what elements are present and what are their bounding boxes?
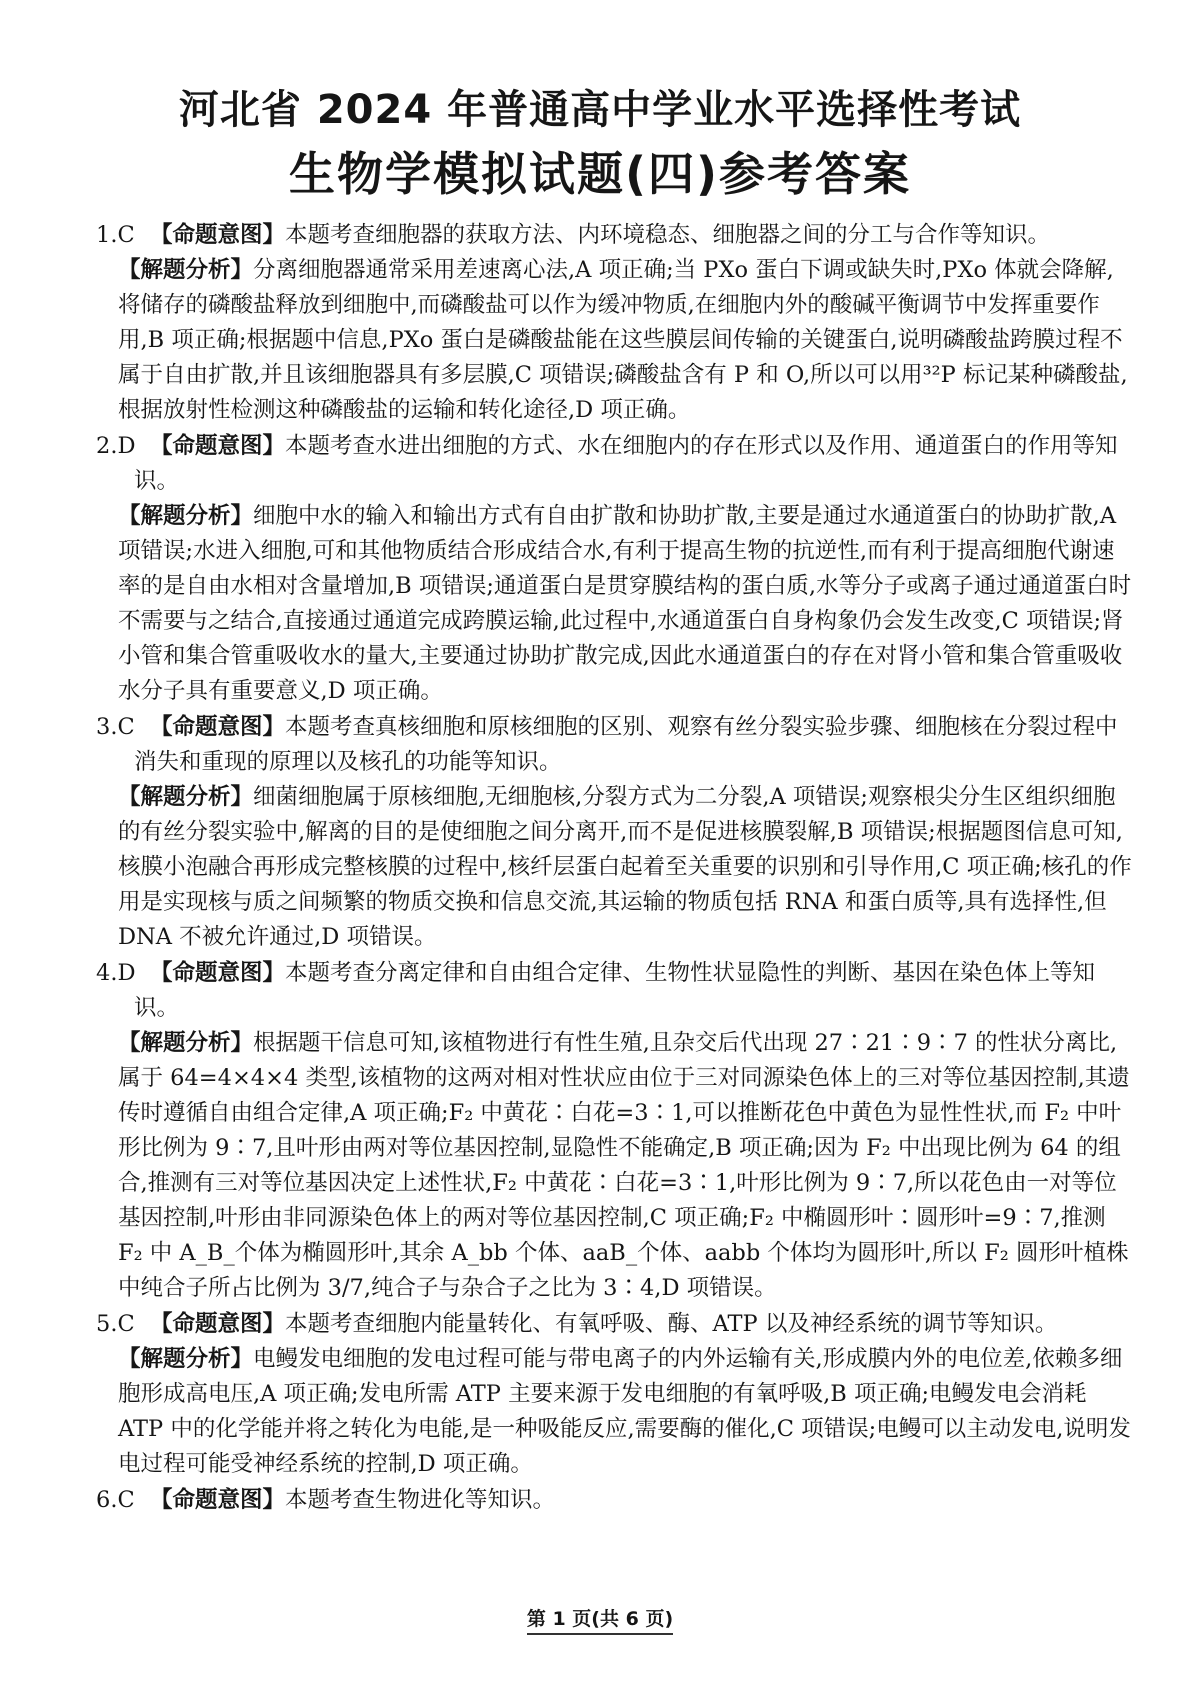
page-number: 第 1 页(共 6 页) [527,1608,673,1635]
analysis-text: 电鳗发电细胞的发电过程可能与带电离子的内外运输有关,形成膜内外的电位差,依赖多细胞形成高电压,A 项正确;发电所需 ATP 主要来源于发电细胞的有氧呼吸,B 项正确;电鳗发电会消耗 ATP 中的化学能并将之转化为电能,是一种吸能反应,需要酶的催化,C 项错误;电鳗可以主动发电,说明发电过程可能受神经系统的控制,D 项正确。 [118,1346,1131,1477]
analysis [118,253,1134,428]
intent-tag: 【命题意图】 [150,222,286,248]
page-title-line1: 河北省 2024 年普通高中学业水平选择性考试 [178,87,1022,133]
analysis [118,1026,1134,1306]
question-header [96,429,1134,499]
intent-text: 本题考查细胞内能量转化、有氧呼吸、酶、ATP 以及神经系统的调节等知识。 [285,1311,1058,1337]
analysis-tag: 【解题分析】 [118,1346,254,1372]
question-header [96,710,1134,780]
page-footer [0,1604,1200,1631]
analysis-tag: 【解题分析】 [118,784,254,810]
analysis [118,780,1134,955]
intent-tag: 【命题意图】 [150,433,286,459]
question-number: 1.C [96,222,135,248]
question-number: 6.C [96,1487,135,1513]
question-header [96,1307,1134,1342]
question-number: 2.D [96,433,136,459]
analysis [118,499,1134,709]
question-header [96,956,1134,1026]
analysis-text: 根据题干信息可知,该植物进行有性生殖,且杂交后代出现 27∶21∶9∶7 的性状分离比,属于 64=4×4×4 类型,该植物的这两对相对性状应由位于三对同源染色体上的三对等位基因控制,其遗传时遵循自由组合定律,A 项正确;F₂ 中黄花∶白花=3∶1,可以推断花色中黄色为显性性状,而 F₂ 中叶形比例为 9∶7,且叶形由两对等位基因控制,显隐性不能确定,B 项正确;因为 F₂ 中出现比例为 64 的组合,推测有三对等位基因决定上述性状,F₂ 中黄花∶白花=3∶1,叶形比例为 9∶7,所以花色由一对等位基因控制,叶形由非同源染色体上的两对等位基因控制,C 项正确;F₂ 中椭圆形叶∶圆形叶=9∶7,推测 F₂ 中 A_B_个体为椭圆形叶,其余 A_bb 个体、aaB_个体、aabb 个体均为圆形叶,所以 F₂ 圆形叶植株中纯合子所占比例为 3/7,纯合子与杂合子之比为 3∶4,D 项错误。 [118,1030,1130,1301]
question-4 [96,956,1134,1306]
question-number: 3.C [96,714,135,740]
question-1 [96,218,1134,428]
intent-text: 本题考查分离定律和自由组合定律、生物性状显隐性的判断、基因在染色体上等知识。 [134,960,1096,1021]
intent-text: 本题考查细胞器的获取方法、内环境稳态、细胞器之间的分工与合作等知识。 [285,222,1051,248]
analysis-text: 细胞中水的输入和输出方式有自由扩散和协助扩散,主要是通过水通道蛋白的协助扩散,A 项错误;水进入细胞,可和其他物质结合形成结合水,有利于提高生物的抗逆性,而有利于提高细胞代谢速率的是自由水相对含量增加,B 项错误;通道蛋白是贯穿膜结构的蛋白质,水等分子或离子通过通道蛋白时不需要与之结合,直接通过通道完成跨膜运输,此过程中,水通道蛋白自身构象仍会发生改变,C 项错误;肾小管和集合管重吸收水的量大,主要通过协助扩散完成,因此水通道蛋白的存在对肾小管和集合管重吸收水分子具有重要意义,D 项正确。 [118,503,1132,704]
intent-tag: 【命题意图】 [150,714,286,740]
question-header [96,218,1134,253]
intent-tag: 【命题意图】 [150,1487,286,1513]
question-3 [96,710,1134,955]
intent-text: 本题考查真核细胞和原核细胞的区别、观察有丝分裂实验步骤、细胞核在分裂过程中消失和重现的原理以及核孔的功能等知识。 [134,714,1118,775]
analysis-tag: 【解题分析】 [118,1030,254,1056]
analysis-text: 细菌细胞属于原核细胞,无细胞核,分裂方式为二分裂,A 项错误;观察根尖分生区组织细胞的有丝分裂实验中,解离的目的是使细胞之间分离开,而不是促进核膜裂解,B 项错误;根据题图信息可知,核膜小泡融合再形成完整核膜的过程中,核纤层蛋白起着至关重要的识别和引导作用,C 项正确;核孔的作用是实现核与质之间频繁的物质交换和信息交流,其运输的物质包括 RNA 和蛋白质等,具有选择性,但 DNA 不被允许通过,D 项错误。 [118,784,1132,950]
intent-tag: 【命题意图】 [150,1311,286,1337]
intent-text: 本题考查水进出细胞的方式、水在细胞内的存在形式以及作用、通道蛋白的作用等知识。 [134,433,1118,494]
question-6 [96,1483,1134,1518]
analysis-tag: 【解题分析】 [118,503,254,529]
question-2 [96,429,1134,709]
intent-tag: 【命题意图】 [150,960,286,986]
analysis-tag: 【解题分析】 [118,257,254,283]
intent-text: 本题考查生物进化等知识。 [285,1487,556,1513]
question-5 [96,1307,1134,1482]
analysis [118,1342,1134,1482]
page-title-line2: 生物学模拟试题(四)参考答案 [288,147,912,201]
analysis-text: 分离细胞器通常采用差速离心法,A 项正确;当 PXo 蛋白下调或缺失时,PXo 体就会降解,将储存的磷酸盐释放到细胞中,而磷酸盐可以作为缓冲物质,在细胞内外的酸碱平衡调节中发挥重要作用,B 项正确;根据题中信息,PXo 蛋白是磷酸盐能在这些膜层间传输的关键蛋白,说明磷酸盐跨膜过程不属于自由扩散,并且该细胞器具有多层膜,C 项错误;磷酸盐含有 P 和 O,所以可以用³²P 标记某种磷酸盐,根据放射性检测这种磷酸盐的运输和转化途径,D 项正确。 [118,257,1128,423]
answer-list [96,218,1134,1519]
question-header [96,1483,1134,1518]
question-number: 5.C [96,1311,135,1337]
question-number: 4.D [96,960,136,986]
